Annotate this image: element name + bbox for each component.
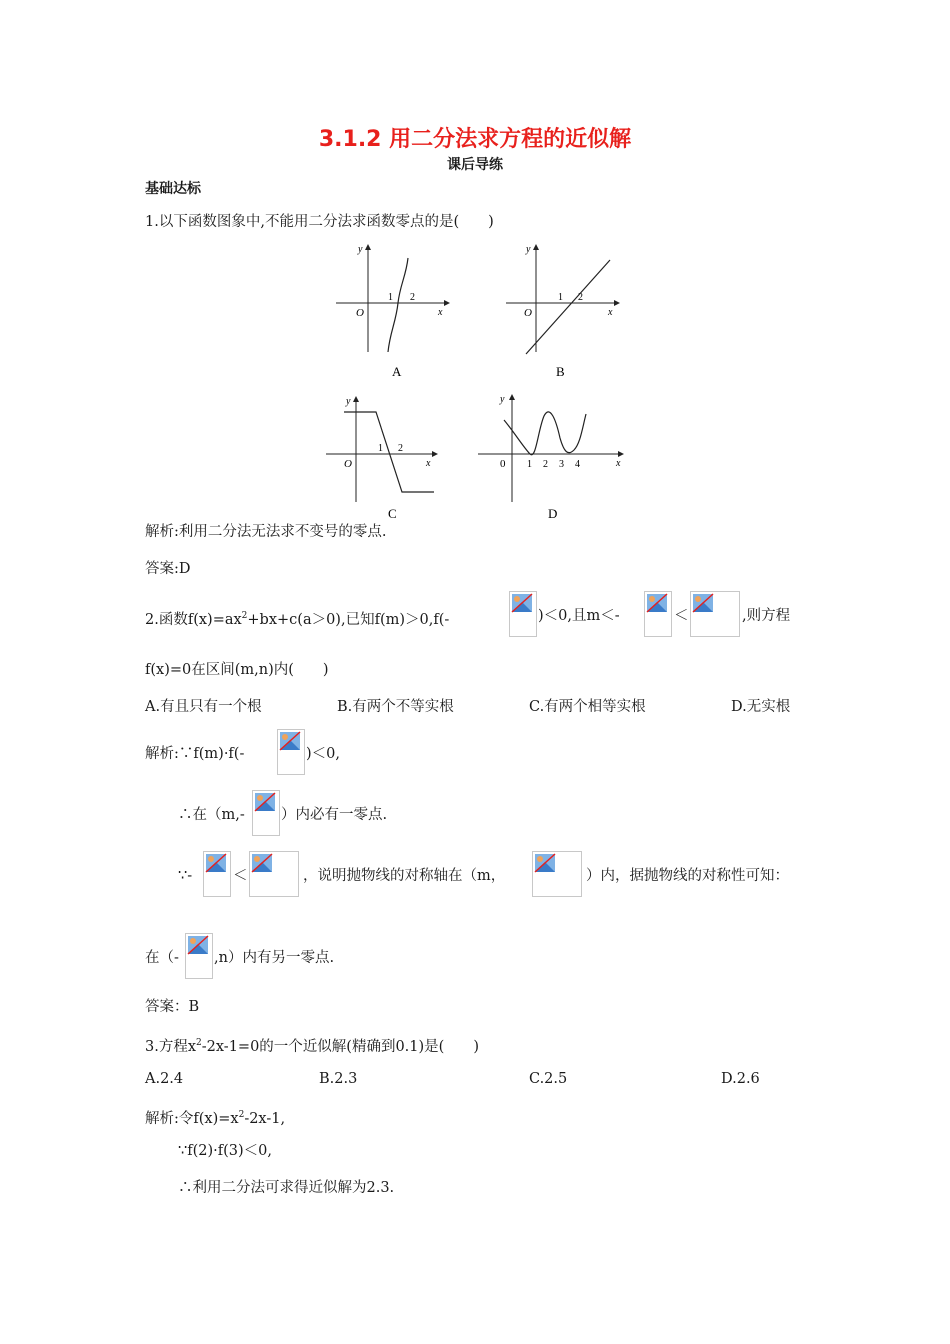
figure-a-label: A [392, 364, 402, 379]
q2-option-d: D.无实根 [731, 699, 791, 715]
q2-option-a: A.有且只有一个根 [145, 699, 262, 715]
figure-b-origin: O [524, 307, 532, 319]
broken-image-icon [203, 851, 231, 897]
q3-option-a: A.2.4 [145, 1071, 184, 1087]
figure-d-label: D [548, 506, 558, 521]
q3-option-c: C.2.5 [529, 1071, 568, 1087]
q1-answer: 答案:D [145, 561, 191, 577]
q2-analysis-line3: ∵- [178, 868, 193, 884]
figure-d [476, 390, 630, 524]
broken-image-icon [690, 591, 740, 637]
broken-image-icon [185, 933, 213, 979]
figure-a-y-label: y [358, 244, 363, 255]
q2-analysis-line3-end: ）内，据抛物线的对称性可知： [586, 868, 789, 884]
figure-b [500, 240, 622, 380]
figure-c-y-label: y [346, 396, 351, 407]
figure-c [322, 390, 444, 524]
q2-analysis-line2-end: ）内必有一零点. [281, 807, 388, 823]
figure-a-origin: O [356, 307, 364, 319]
page-subtitle: 课后导练 [447, 157, 503, 173]
figure-b-y-label: y [526, 244, 531, 255]
q2-option-c: C.有两个相等实根 [529, 699, 646, 715]
figure-c-tick-2: 2 [398, 443, 403, 454]
figure-b-tick-1: 1 [558, 292, 563, 303]
q2-option-b: B.有两个不等实根 [337, 699, 454, 715]
figure-c-x-label: x [426, 458, 431, 469]
q2-analysis-line1-end: )＜0, [306, 746, 340, 762]
page-title: 3.1.2 用二分法求方程的近似解 [318, 127, 632, 152]
q1-stem: 1.以下函数图象中,不能用二分法求函数零点的是( ) [145, 214, 494, 230]
q2-analysis-line4-end: ,n）内有另一零点. [214, 950, 335, 966]
broken-image-icon [509, 591, 537, 637]
figure-d-tick-1: 1 [527, 459, 532, 470]
figure-c-tick-1: 1 [378, 443, 383, 454]
figure-a-tick-1: 1 [388, 292, 393, 303]
q3-analysis-line3: ∴利用二分法可求得近似解为2.3. [178, 1180, 395, 1196]
q2-stem-line2: f(x)=0在区间(m,n)内( ) [145, 662, 329, 678]
q2-analysis-line4: 在（- [145, 950, 179, 966]
q2-analysis-line2: ∴在（m,- [178, 807, 245, 823]
figure-d-tick-2: 2 [543, 459, 548, 470]
figure-b-label: B [556, 364, 565, 379]
broken-image-icon [277, 729, 305, 775]
figure-c-label: C [388, 506, 397, 521]
figure-d-tick-3: 3 [559, 459, 564, 470]
figure-d-origin: 0 [500, 458, 506, 470]
q2-answer: 答案：B [145, 999, 200, 1015]
q3-stem: 3.方程$x^2-2x-1=0$的一个近似解(精确到0.1)是( ) [145, 1038, 479, 1055]
q2-stem-part2: )＜0,且m＜- [538, 608, 620, 624]
q3-option-b: B.2.3 [319, 1071, 358, 1087]
figure-d-y-label: y [500, 394, 505, 405]
q2-analysis-line3-mid: ，说明抛物线的对称轴在（m， [303, 868, 506, 884]
q3-analysis-line1: 解析:令$f(x)=x^2-2x-1$, [145, 1110, 286, 1127]
broken-image-icon [252, 790, 280, 836]
q3-option-d: D.2.6 [721, 1071, 760, 1087]
figure-a [328, 240, 450, 380]
q3-analysis-line2: ∵f(2)·f(3)＜0, [178, 1143, 272, 1159]
q2-stem-part3: ＜ [674, 608, 689, 624]
q2-stem-part1: 2.函数$f(x)=ax^2+bx+c(a>0)$,已知f(m)＞0,f(- [145, 611, 450, 628]
figure-a-x-label: x [438, 307, 443, 318]
figure-b-tick-2: 2 [578, 292, 583, 303]
q2-analysis-line1: 解析:∵f(m)·f(- [145, 746, 245, 762]
q2-stem-part4: ,则方程 [742, 608, 791, 624]
broken-image-icon [644, 591, 672, 637]
q1-analysis: 解析:利用二分法无法求不变号的零点. [145, 524, 387, 540]
figure-c-origin: O [344, 458, 352, 470]
figure-a-tick-2: 2 [410, 292, 415, 303]
broken-image-icon [532, 851, 582, 897]
figure-d-tick-4: 4 [575, 459, 580, 470]
figure-b-x-label: x [608, 307, 613, 318]
figure-d-x-label: x [616, 458, 621, 469]
broken-image-icon [249, 851, 299, 897]
q2-analysis-line3-lt: ＜ [233, 868, 248, 884]
section-heading: 基础达标 [145, 181, 201, 197]
